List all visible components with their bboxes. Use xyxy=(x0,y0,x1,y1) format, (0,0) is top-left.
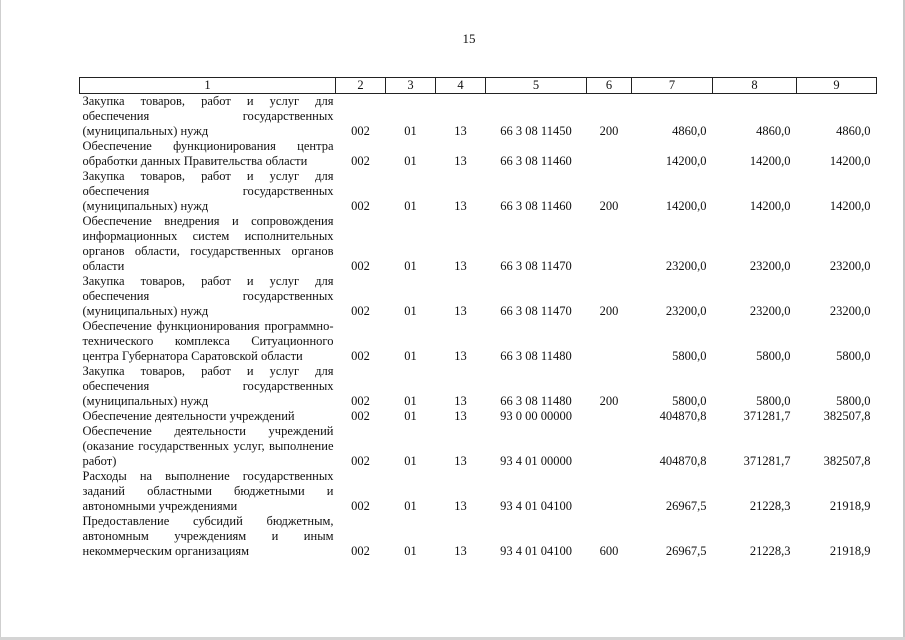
row-col-9: 23200,0 xyxy=(829,259,871,273)
row-col-3: 01 xyxy=(404,259,417,273)
row-col-3: 01 xyxy=(404,199,417,213)
row-col-3: 01 xyxy=(404,154,417,168)
row-col-8: 371281,7 xyxy=(743,454,791,468)
row-col-9: 14200,0 xyxy=(829,199,871,213)
row-col-7: 26967,5 xyxy=(665,499,707,513)
row-col-8: 14200,0 xyxy=(749,154,791,168)
row-col-7: 23200,0 xyxy=(665,304,707,318)
row-col-2: 002 xyxy=(351,499,370,513)
row-col-3: 01 xyxy=(404,304,417,318)
row-col-9: 5800,0 xyxy=(836,349,871,363)
table-row xyxy=(80,169,877,214)
row-col-4: 13 xyxy=(454,124,467,138)
row-col-6: 600 xyxy=(599,544,619,558)
header-col-4: 4 xyxy=(436,78,486,94)
row-name: Закупка товаров, работ и услуг для обеспечения государственных (муниципальных) нужд xyxy=(82,94,334,138)
table-row xyxy=(80,364,877,409)
table-header-row xyxy=(80,78,877,94)
row-col-9: 382507,8 xyxy=(823,409,871,423)
row-col-6 xyxy=(587,319,632,364)
budget-table xyxy=(79,77,877,559)
table-row xyxy=(80,214,877,274)
row-col-4: 13 xyxy=(454,409,467,423)
table-row xyxy=(80,469,877,514)
row-col-9: 4860,0 xyxy=(836,124,871,138)
row-col-6: 200 xyxy=(599,304,619,318)
row-col-8: 21228,3 xyxy=(749,499,791,513)
row-col-3: 01 xyxy=(404,454,417,468)
row-col-5: 93 4 01 04100 xyxy=(500,499,572,513)
table-row xyxy=(80,424,877,469)
row-col-8: 23200,0 xyxy=(749,259,791,273)
row-name: Обеспечение внедрения и сопровождения информационных систем исполнительных органов области, государственных органов области xyxy=(82,214,334,273)
row-col-4: 13 xyxy=(454,349,467,363)
table-row xyxy=(80,514,877,559)
row-col-2: 002 xyxy=(351,454,370,468)
row-col-2: 002 xyxy=(351,544,370,558)
row-col-4: 13 xyxy=(454,304,467,318)
row-col-6: 200 xyxy=(599,124,619,138)
row-name: Предоставление субсидий бюджетным, автономным учреждениям и иным некоммерческим организациям xyxy=(82,514,334,558)
row-col-9: 14200,0 xyxy=(829,154,871,168)
row-col-7: 5800,0 xyxy=(672,349,707,363)
row-col-3: 01 xyxy=(404,544,417,558)
table-body xyxy=(80,94,877,560)
row-col-3: 01 xyxy=(404,124,417,138)
row-name: Закупка товаров, работ и услуг для обеспечения государственных (муниципальных) нужд xyxy=(82,364,334,408)
row-col-6: 200 xyxy=(599,394,619,408)
row-col-6 xyxy=(587,139,632,169)
header-col-9: 9 xyxy=(797,78,877,94)
row-col-8: 23200,0 xyxy=(749,304,791,318)
row-col-7: 26967,5 xyxy=(665,544,707,558)
header-col-1: 1 xyxy=(80,78,336,94)
row-col-5: 66 3 08 11460 xyxy=(500,199,572,213)
row-col-9: 23200,0 xyxy=(829,304,871,318)
row-col-9: 382507,8 xyxy=(823,454,871,468)
row-col-8: 5800,0 xyxy=(756,349,791,363)
row-col-5: 66 3 08 11470 xyxy=(500,259,572,273)
row-col-2: 002 xyxy=(351,394,370,408)
row-name: Обеспечение функционирования центра обработки данных Правительства области xyxy=(82,139,334,168)
row-col-9: 21918,9 xyxy=(829,499,871,513)
row-name: Обеспечение функционирования программно-технического комплекса Ситуационного центра Губернатора Саратовской области xyxy=(82,319,334,363)
table-row xyxy=(80,319,877,364)
row-col-2: 002 xyxy=(351,154,370,168)
row-col-7: 404870,8 xyxy=(659,454,707,468)
row-col-5: 66 3 08 11450 xyxy=(500,124,572,138)
row-col-4: 13 xyxy=(454,499,467,513)
row-col-4: 13 xyxy=(454,544,467,558)
row-col-5: 93 4 01 04100 xyxy=(500,544,572,558)
row-col-5: 93 0 00 00000 xyxy=(500,409,572,423)
row-col-4: 13 xyxy=(454,199,467,213)
header-col-7: 7 xyxy=(632,78,713,94)
row-col-6 xyxy=(587,409,632,424)
row-col-8: 14200,0 xyxy=(749,199,791,213)
row-col-3: 01 xyxy=(404,409,417,423)
row-name: Обеспечение деятельности учреждений (оказание государственных услуг, выполнение работ) xyxy=(82,424,334,468)
row-col-6 xyxy=(587,214,632,274)
row-col-7: 14200,0 xyxy=(665,199,707,213)
row-col-5: 93 4 01 00000 xyxy=(500,454,572,468)
row-col-8: 4860,0 xyxy=(756,124,791,138)
row-name: Закупка товаров, работ и услуг для обеспечения государственных (муниципальных) нужд xyxy=(82,169,334,213)
row-col-3: 01 xyxy=(404,394,417,408)
row-col-4: 13 xyxy=(454,454,467,468)
header-col-3: 3 xyxy=(386,78,436,94)
row-col-5: 66 3 08 11470 xyxy=(500,304,572,318)
header-col-8: 8 xyxy=(713,78,797,94)
row-col-2: 002 xyxy=(351,124,370,138)
row-col-2: 002 xyxy=(351,409,370,423)
row-col-5: 66 3 08 11460 xyxy=(500,154,572,168)
row-col-7: 5800,0 xyxy=(672,394,707,408)
table-row xyxy=(80,274,877,319)
header-col-5: 5 xyxy=(486,78,587,94)
row-col-3: 01 xyxy=(404,499,417,513)
row-col-2: 002 xyxy=(351,304,370,318)
row-col-6: 200 xyxy=(599,199,619,213)
row-col-3: 01 xyxy=(404,349,417,363)
header-col-2: 2 xyxy=(336,78,386,94)
page-edge-left xyxy=(0,0,1,640)
row-col-2: 002 xyxy=(351,259,370,273)
row-col-8: 371281,7 xyxy=(743,409,791,423)
row-col-8: 21228,3 xyxy=(749,544,791,558)
row-name: Закупка товаров, работ и услуг для обеспечения государственных (муниципальных) нужд xyxy=(82,274,334,318)
row-col-9: 5800,0 xyxy=(836,394,871,408)
row-col-5: 66 3 08 11480 xyxy=(500,349,572,363)
row-col-9: 21918,9 xyxy=(829,544,871,558)
row-col-5: 66 3 08 11480 xyxy=(500,394,572,408)
row-col-7: 23200,0 xyxy=(665,259,707,273)
row-col-2: 002 xyxy=(351,349,370,363)
header-col-6: 6 xyxy=(587,78,632,94)
row-col-7: 14200,0 xyxy=(665,154,707,168)
row-col-7: 404870,8 xyxy=(659,409,707,423)
row-col-4: 13 xyxy=(454,394,467,408)
row-col-4: 13 xyxy=(454,154,467,168)
row-name: Расходы на выполнение государственных заданий областными бюджетными и автономными учреждениями xyxy=(82,469,334,513)
row-col-7: 4860,0 xyxy=(672,124,707,138)
row-col-2: 002 xyxy=(351,199,370,213)
row-col-6 xyxy=(587,469,632,514)
row-col-8: 5800,0 xyxy=(756,394,791,408)
table-row xyxy=(80,94,877,140)
row-col-4: 13 xyxy=(454,259,467,273)
table-row xyxy=(80,139,877,169)
row-name: Обеспечение деятельности учреждений xyxy=(82,409,295,423)
table-row xyxy=(80,409,877,424)
row-col-6 xyxy=(587,424,632,469)
page-number: 15 xyxy=(462,31,476,46)
